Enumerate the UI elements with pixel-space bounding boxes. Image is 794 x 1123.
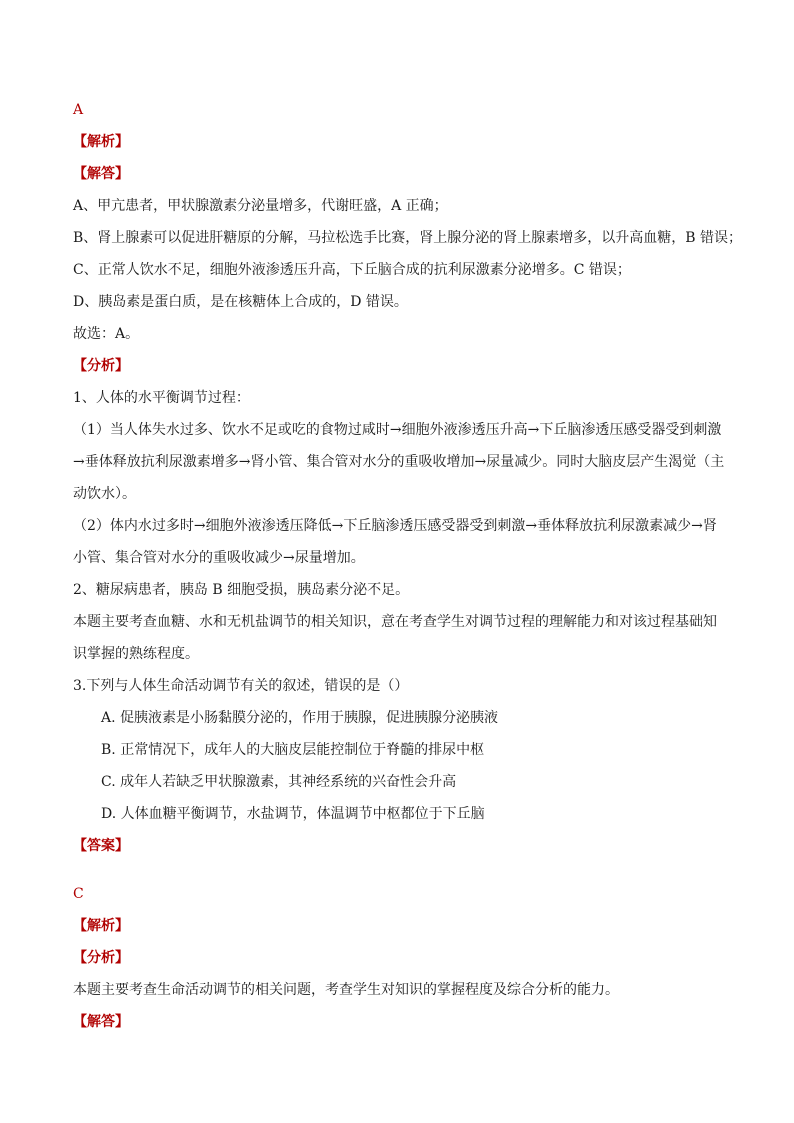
q2-analysis-line: 2、糖尿病患者，胰岛 B 细胞受损，胰岛素分泌不足。 [73, 582, 410, 598]
q2-analysis-line: 动饮水）。 [73, 486, 136, 502]
q3-answer: C [73, 886, 84, 902]
q3-jieda-label: 【解答】 [73, 1014, 129, 1030]
q2-conclusion: 故选：A。 [73, 326, 140, 342]
q3-stem: 3.下列与人体生命活动调节有关的叙述，错误的是（） [73, 678, 409, 694]
q2-analysis-line: 识掌握的熟练程度。 [73, 646, 199, 662]
q3-option-c: C. 成年人若缺乏甲状腺激素，其神经系统的兴奋性会升高 [101, 774, 457, 790]
q2-analysis-line: （1）当人体失水过多、饮水不足或吃的食物过咸时→细胞外液渗透压升高→下丘脑渗透压感受器受到刺激 [73, 422, 722, 438]
q3-analysis-line: 本题主要考查生命活动调节的相关问题，考查学生对知识的掌握程度及综合分析的能力。 [73, 982, 619, 998]
q3-option-d: D. 人体血糖平衡调节，水盐调节，体温调节中枢都位于下丘脑 [101, 806, 485, 822]
q2-analysis-line: 1、人体的水平衡调节过程： [73, 390, 250, 406]
q2-fenxi-label: 【分析】 [73, 358, 129, 374]
q2-analysis-line: 本题主要考查血糖、水和无机盐调节的相关知识，意在考查学生对调节过程的理解能力和对该过程基础知 [73, 614, 717, 630]
q3-daan-label: 【答案】 [73, 838, 129, 854]
q2-solution-line: A、甲亢患者，甲状腺激素分泌量增多，代谢旺盛，A 正确； [73, 198, 448, 214]
q2-jieda-label: 【解答】 [73, 166, 129, 182]
q2-analysis-line: 小管、集合管对水分的重吸收减少→尿量增加。 [73, 550, 365, 566]
q3-option-b: B. 正常情况下，成年人的大脑皮层能控制位于脊髓的排尿中枢 [101, 742, 485, 758]
q2-answer: A [73, 102, 84, 118]
q2-analysis-line: →垂体释放抗利尿激素增多→肾小管、集合管对水分的重吸收增加→尿量减少。同时大脑皮层产生渴觉（主 [73, 454, 725, 470]
q2-solution-line: D、胰岛素是蛋白质，是在核糖体上合成的，D 错误。 [73, 294, 408, 310]
q3-option-a: A. 促胰液素是小肠黏膜分泌的，作用于胰腺，促进胰腺分泌胰液 [101, 710, 499, 726]
q2-jiexi-label: 【解析】 [73, 134, 129, 150]
q2-solution-line: B、肾上腺素可以促进肝糖原的分解，马拉松选手比赛，肾上腺分泌的肾上腺素增多，以升高血糖，B 错误； [73, 230, 743, 246]
q3-fenxi-label: 【分析】 [73, 950, 129, 966]
q3-jiexi-label: 【解析】 [73, 918, 129, 934]
q2-analysis-line: （2）体内水过多时→细胞外液渗透压降低→下丘脑渗透压感受器受到刺激→垂体释放抗利尿激素减少→肾 [73, 518, 717, 534]
q2-solution-line: C、正常人饮水不足，细胞外液渗透压升高，下丘脑合成的抗利尿激素分泌增多。C 错误； [73, 262, 631, 278]
